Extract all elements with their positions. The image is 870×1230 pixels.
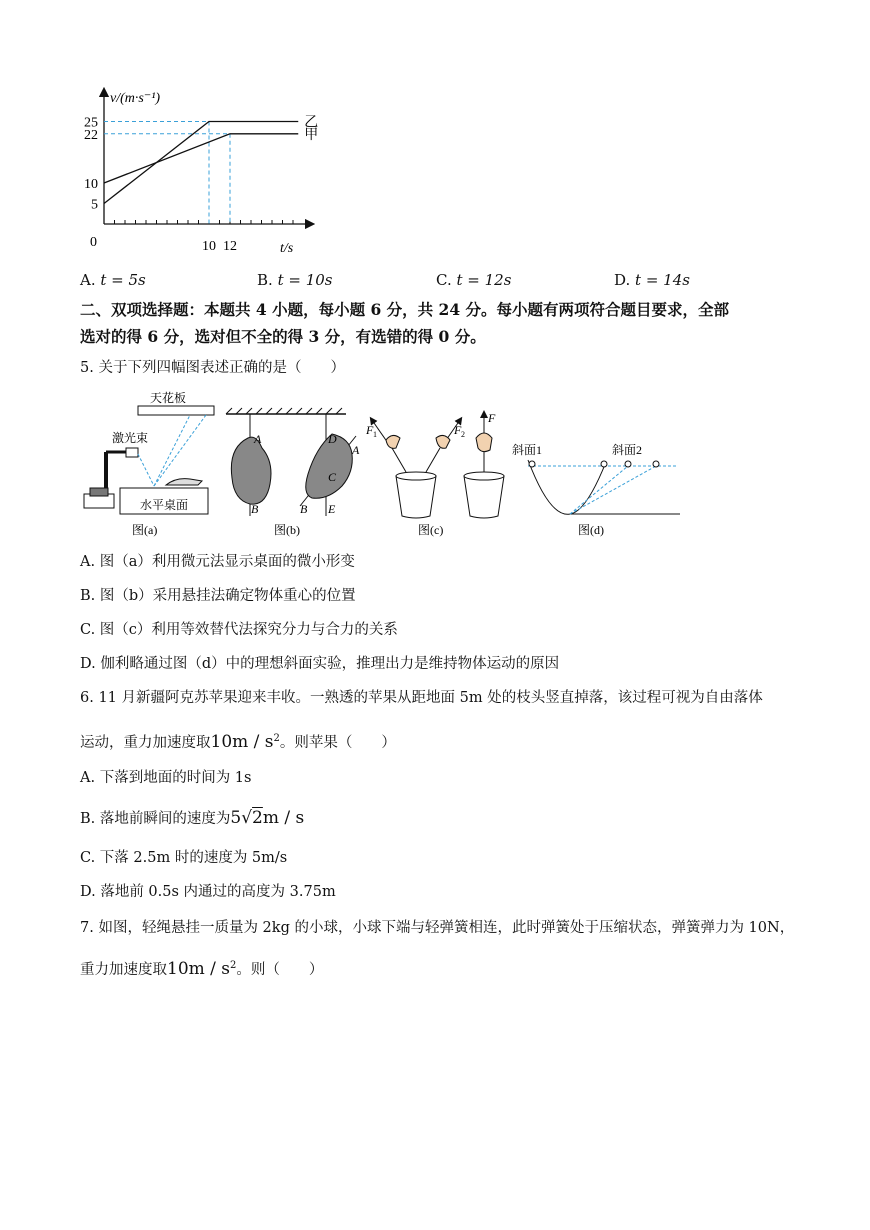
svg-text:图(a): 图(a) [132, 523, 158, 537]
q5-stem: 5. 关于下列四幅图表述正确的是（ ） [80, 360, 345, 376]
svg-text:C: C [328, 470, 337, 484]
y-tick-label-3: 25 [84, 115, 98, 131]
x-tick-label-0: 10 [202, 239, 216, 254]
section2-line1: 二、双项选择题：本题共 4 小题，每小题 6 分，共 24 分。每小题有两项符合题目要求，全部 [80, 300, 730, 319]
series-label-0: 乙 [304, 115, 319, 131]
q5-option-c: C. 图（c）利用等效替代法探究分力与合力的关系 [80, 622, 398, 638]
svg-text:斜面1: 斜面1 [512, 443, 543, 457]
svg-text:E: E [328, 502, 336, 516]
vt-chart [70, 82, 320, 262]
q4-option-b: B. t = 10s [257, 271, 333, 289]
q5-option-d: D. 伽利略通过图（d）中的理想斜面实验，推理出力是维持物体运动的原因 [80, 656, 560, 672]
svg-text:1: 1 [373, 430, 377, 439]
series-line-1 [104, 134, 298, 183]
svg-text:B: B [300, 502, 308, 516]
figure-a [84, 390, 214, 537]
q4-option-a: A. t = 5s [80, 271, 146, 289]
q6-option-a: A. 下落到地面的时间为 1s [80, 770, 252, 786]
guide-lines [104, 122, 230, 225]
svg-text:斜面2: 斜面2 [612, 443, 643, 457]
y-tick-label-1: 10 [84, 177, 98, 192]
series-lines [104, 116, 318, 204]
q4-option-d: D. t = 14s [614, 271, 690, 289]
svg-text:水平桌面: 水平桌面 [140, 498, 189, 512]
svg-text:图(b): 图(b) [274, 523, 300, 537]
q6-option-d: D. 落地前 0.5s 内通过的高度为 3.75m [80, 884, 336, 900]
q4-option-c: C. t = 12s [436, 271, 512, 289]
q7-line2: 重力加速度取$10m / s^2$。则（ ） [80, 958, 324, 979]
svg-text:图(c): 图(c) [418, 523, 444, 537]
x-axis-label: t/s [280, 241, 294, 256]
q6-option-c: C. 下落 2.5m 时的速度为 5m/s [80, 850, 288, 866]
axis-labels [84, 116, 237, 255]
svg-text:F: F [454, 423, 462, 437]
svg-text:F: F [488, 411, 496, 425]
svg-text:B: B [251, 502, 259, 516]
q5-option-b: B. 图（b）采用悬挂法确定物体重心的位置 [80, 588, 356, 604]
svg-text:A: A [254, 432, 262, 446]
origin-label: 0 [90, 235, 97, 250]
q6-line2: 运动，重力加速度取$10m / s^2$。则苹果（ ） [80, 731, 396, 752]
section2-line2: 选对的得 6 分，选对但不全的得 3 分，有选错的得 0 分。 [80, 327, 486, 346]
svg-text:图(d): 图(d) [578, 523, 604, 537]
q5-figures [70, 388, 710, 540]
y-tick-label-0: 5 [91, 197, 98, 213]
series-label-1: 甲 [304, 127, 319, 143]
q5-option-a: A. 图（a）利用微元法显示桌面的微小形变 [80, 554, 355, 570]
q6-line1: 6. 11 月新疆阿克苏苹果迎来丰收。一熟透的苹果从距地面 5m 处的枝头竖直掉落，该过程可视为自由落体 [80, 690, 763, 706]
svg-text:F: F [366, 423, 374, 437]
figure-b [226, 408, 360, 537]
y-tick-label-2: 22 [84, 127, 98, 143]
svg-text:A: A [352, 443, 360, 457]
svg-text:2: 2 [461, 430, 465, 439]
svg-text:激光束: 激光束 [112, 431, 149, 445]
svg-text:天花板: 天花板 [150, 391, 187, 405]
svg-text:D: D [328, 432, 337, 446]
q6-option-b: B. 落地前瞬间的速度为5√2m / s [80, 808, 305, 828]
q7-line1: 7. 如图，轻绳悬挂一质量为 2kg 的小球，小球下端与轻弹簧相连，此时弹簧处于压缩状态，弹簧弹力为 10N， [80, 920, 795, 936]
figure-c [365, 411, 504, 537]
x-tick-label-1: 12 [223, 239, 237, 254]
y-axis-label: v/(m·s⁻¹) [110, 91, 161, 106]
figure-d [512, 442, 680, 537]
